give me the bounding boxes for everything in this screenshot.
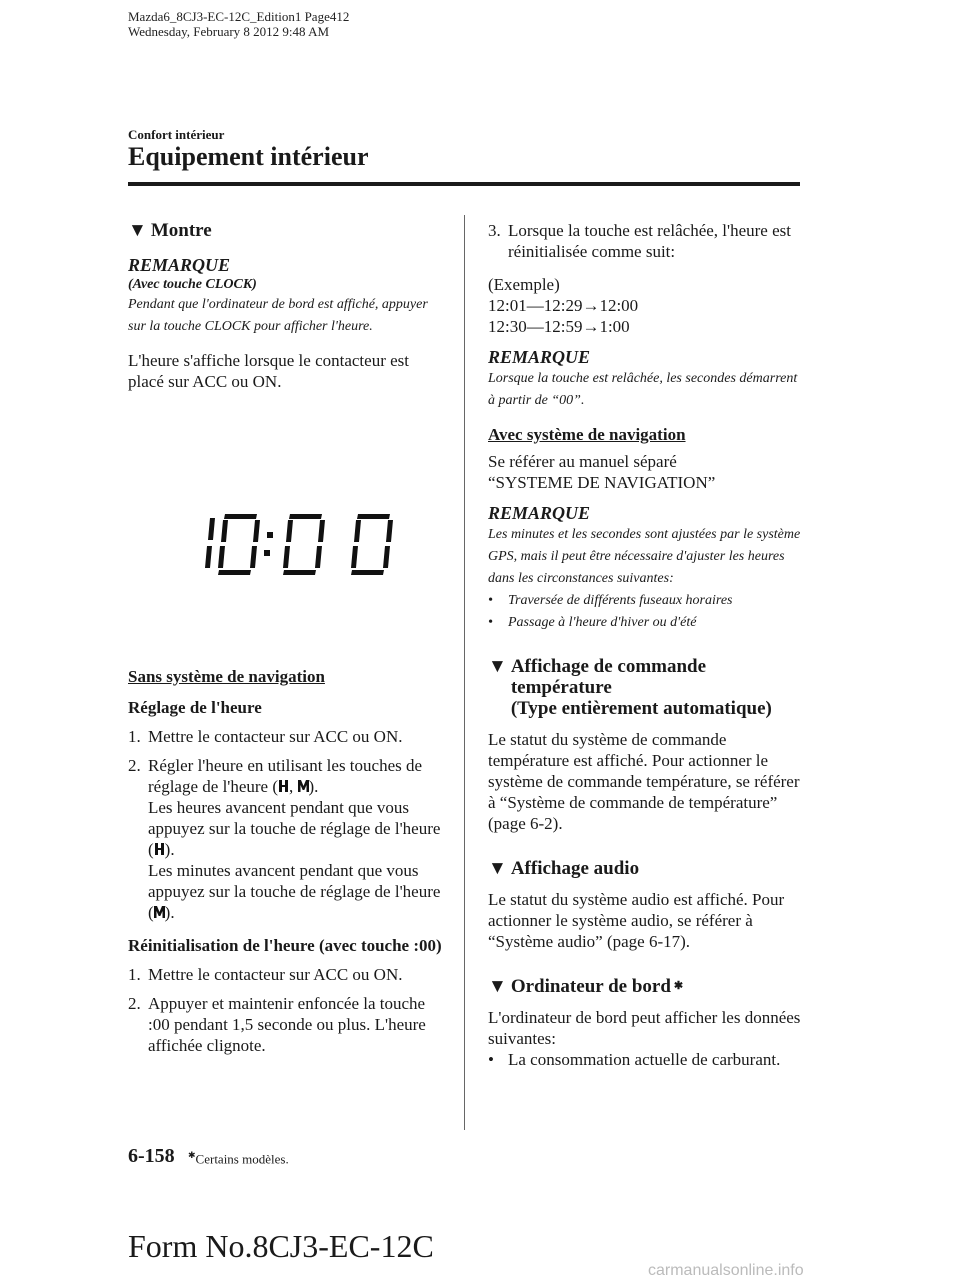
example-line-2: 12:30―12:59→1:00 (488, 317, 630, 336)
footnote: ✱Certains modèles. (188, 1150, 289, 1167)
left-column-lower (128, 666, 444, 1056)
reglage-step-1: 1. Mettre le contacteur sur ACC ou ON. (128, 727, 403, 746)
section-label: Confort intérieur (128, 127, 225, 142)
reinit-step-3: 3. Lorsque la touche est relâchée, l'heure est réinitialisée comme suit: (488, 221, 791, 261)
list-item: • La consommation actuelle de carburant. (488, 1050, 781, 1069)
asterisk-star-icon: ✱ (673, 980, 684, 992)
avec-nav-heading: Avec système de navigation (488, 425, 686, 444)
remarque-text: Les minutes et les secondes sont ajustées par le système GPS, mais il peut être nécessaire d'ajuster les heures dans les circonstances suivantes: (488, 527, 801, 586)
form-number: Form No.8CJ3-EC-12C (128, 1228, 434, 1264)
remarque-text: Pendant que l'ordinateur de bord est affiché, appuyer sur la touche CLOCK pour afficher l'heure. (128, 297, 428, 334)
triangle-down-icon: ▼ (488, 656, 507, 677)
reinit-step-1: 1. Mettre le contacteur sur ACC ou ON. (128, 965, 403, 984)
sans-nav-heading: Sans système de navigation (128, 667, 325, 686)
print-header-line1: Mazda6_8CJ3-EC-12C_Edition1 Page412 (128, 9, 350, 24)
remarque-title: REMARQUE (488, 347, 591, 367)
hour-key-H-icon (154, 842, 165, 856)
clock-intro-text: L'heure s'affiche lorsque le contacteur est placé sur ACC ou ON. (128, 351, 409, 391)
column-divider (464, 215, 465, 1130)
remarque-title: REMARQUE (488, 503, 591, 523)
ordinateur-heading: ▼ Ordinateur de bord ✱ (488, 976, 684, 997)
ordinateur-text: L'ordinateur de bord peut afficher les données suivantes: (488, 1008, 801, 1048)
reglage-heading: Réglage de l'heure (128, 698, 262, 717)
minute-key-M-icon (298, 779, 309, 793)
watermark: carmanualsonline.info (648, 1262, 804, 1279)
audio-text: Le statut du système audio est affiché. Pour actionner le système audio, se référer à “Système audio” (page 6-17). (488, 890, 785, 951)
minute-key-M-icon (154, 905, 165, 919)
reinit-heading: Réinitialisation de l'heure (avec touche :00) (128, 936, 442, 955)
print-header (128, 9, 349, 39)
temp-text: Le statut du système de commande température est affiché. Pour actionner le système de commande température, se référer à “Système de commande de température” (page 6-2). (488, 730, 800, 833)
title-rule (128, 182, 800, 186)
example-line-1: 12:01―12:29→12:00 (488, 296, 639, 315)
avec-nav-text-1: Se référer au manuel séparé (488, 452, 677, 471)
hour-key-H-icon (278, 779, 289, 793)
remarque-text: Lorsque la touche est relâchée, les secondes démarrent à partir de “00”. (488, 371, 798, 408)
clock-digits-image (205, 514, 393, 575)
asterisk-star-icon: ✱ (188, 1150, 196, 1160)
avec-nav-text-2: “SYSTEME DE NAVIGATION” (488, 473, 716, 492)
right-column (488, 220, 804, 1070)
audio-heading: ▼ Affichage audio (488, 858, 640, 879)
reglage-step-2: 2. Régler l'heure en utilisant les touches de réglage de l'heure ( , ). Les heures avancent pendant que vous appuyez sur la touche de réglage de l'heure ( ). Les minutes avancent pendant que vous appuyez sur la touche de réglage de l'heure ( ). (128, 756, 441, 922)
temp-heading: ▼ Affichage de commande température (Type entièrement automatique) (488, 656, 772, 719)
page-title: Equipement intérieur (128, 142, 369, 171)
remarque-subtitle: (Avec touche CLOCK) (128, 277, 257, 292)
left-column (128, 220, 444, 392)
remarque-title: REMARQUE (128, 255, 231, 275)
example-label: (Exemple) (488, 275, 560, 294)
clock-display (205, 510, 395, 580)
page-number: 6-158 (128, 1145, 175, 1167)
print-header-line2: Wednesday, February 8 2012 9:48 AM (128, 24, 330, 39)
list-item: • Passage à l'heure d'hiver ou d'été (488, 615, 697, 630)
montre-heading: ▼ Montre (128, 220, 212, 241)
reinit-step-2: 2. Appuyer et maintenir enfoncée la touche :00 pendant 1,5 seconde ou plus. L'heure affichée clignote. (128, 994, 426, 1055)
list-item: • Traversée de différents fuseaux horaires (488, 593, 733, 608)
triangle-down-icon: ▼ (128, 220, 147, 241)
triangle-down-icon: ▼ (488, 976, 507, 997)
triangle-down-icon: ▼ (488, 858, 507, 879)
